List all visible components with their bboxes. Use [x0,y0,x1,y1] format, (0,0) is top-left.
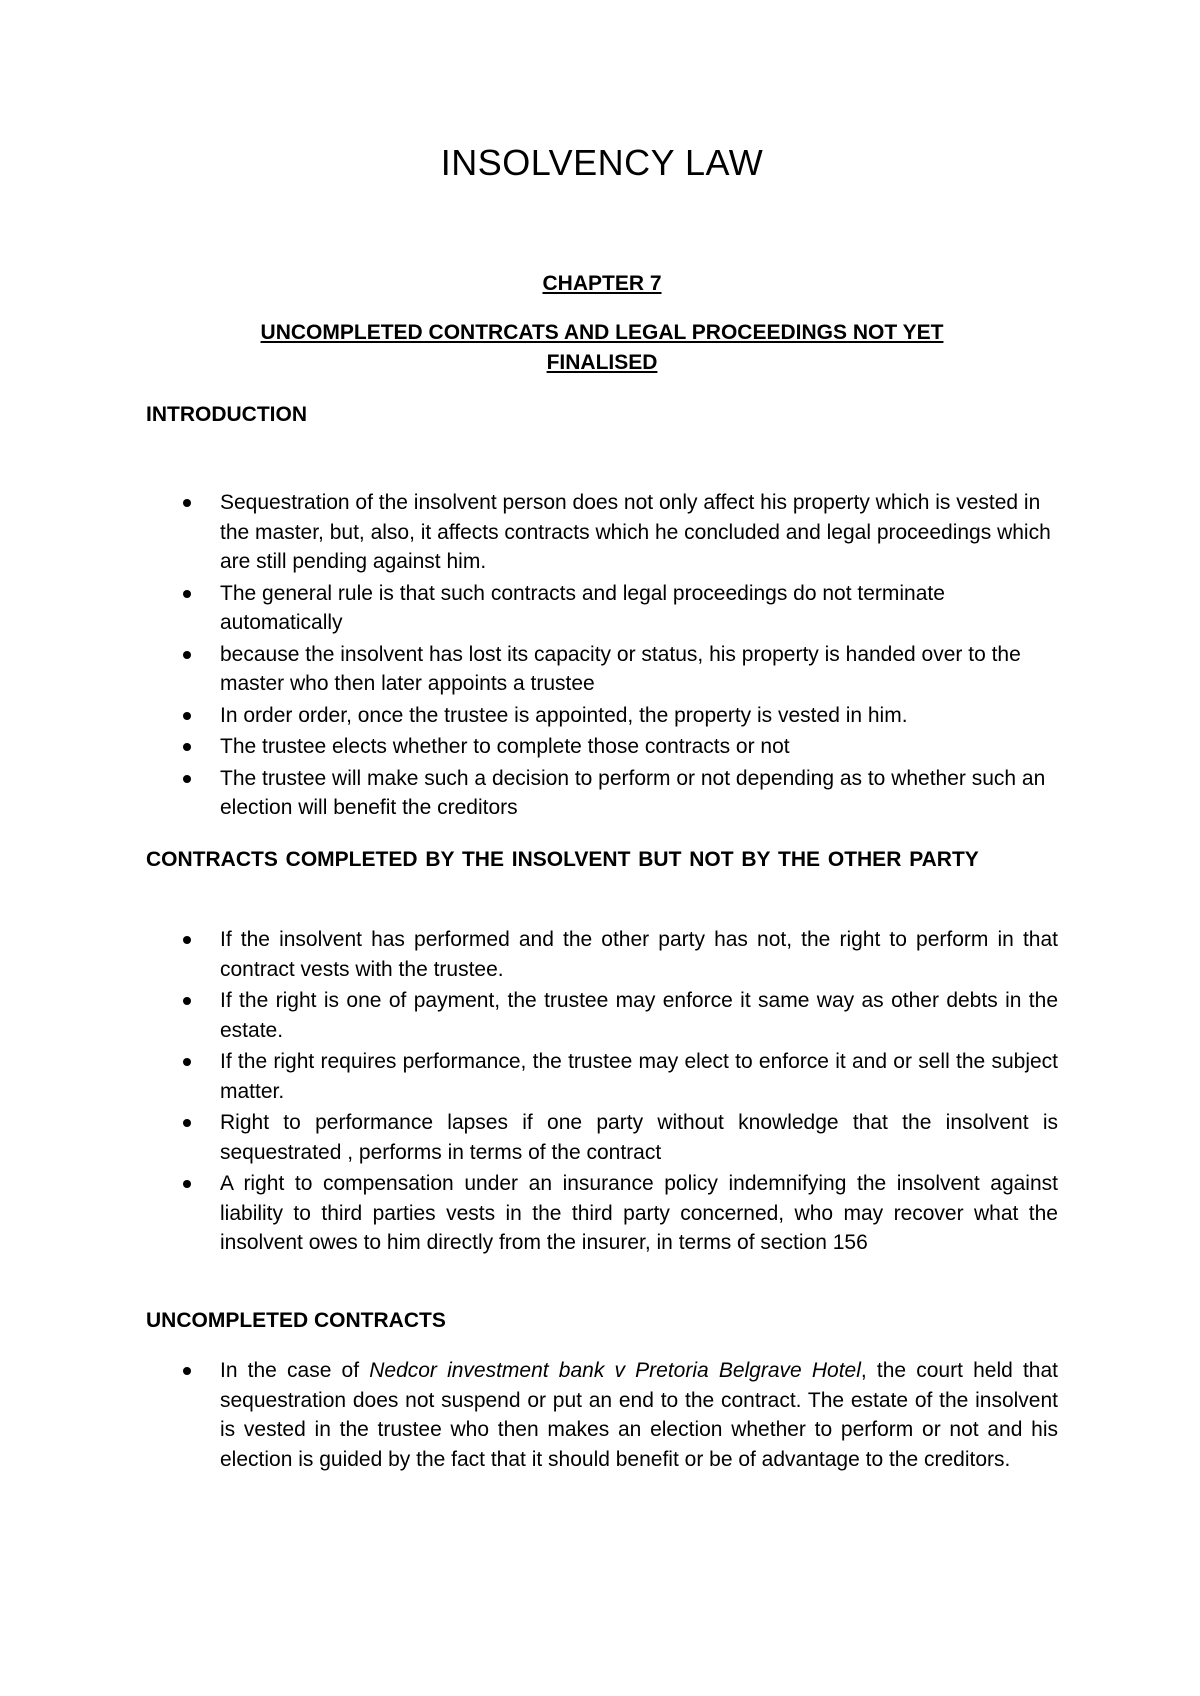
bullet-icon [183,936,191,944]
bullet-icon [183,712,191,720]
chapter-heading: CHAPTER 7 [542,272,662,295]
bullet-icon [183,1119,191,1127]
introduction-list [146,488,1058,825]
list-item-text [220,1356,1058,1474]
chapter-subtitle-line2: FINALISED [546,351,658,374]
bullet-icon [183,1367,191,1375]
document-title: INSOLVENCY LAW [440,142,764,183]
bullet-icon [183,1058,191,1066]
list-item-text: If the right is one of payment, the trustee may enforce it same way as other debts in the estate. [220,989,1058,1042]
list-item [146,986,1058,1045]
bullet-icon [183,499,191,507]
bullet-icon [183,590,191,598]
chapter-subtitle [146,318,1058,378]
case-holding-text: , the court held that sequestration does not suspend or put an end to the contract. The estate of the insolvent is vested in the trustee who then makes an election whether to perform or not and his election is guided by the fact that it should benefit or be of advantage to the creditors. [220,1359,1058,1471]
list-item [146,640,1058,699]
list-item [146,732,1058,762]
chapter-subtitle-line1: UNCOMPLETED CONTRCATS AND LEGAL PROCEEDINGS NOT YET [260,321,944,344]
list-item-text: If the right requires performance, the trustee may elect to enforce it and or sell the subject matter. [220,1050,1058,1103]
list-item [146,1108,1058,1167]
list-item-text: If the insolvent has performed and the other party has not, the right to perform in that contract vests with the trustee. [220,928,1058,981]
bullet-icon [183,775,191,783]
list-item [146,764,1058,823]
list-item-text: A right to compensation under an insurance policy indemnifying the insolvent against liability to third parties vests in the third party concerned, who may recover what the insolvent owes to him directly from the insurer, in terms of section 156 [220,1172,1058,1254]
contracts-completed-heading: CONTRACTS COMPLETED BY THE INSOLVENT BUT NOT BY THE OTHER PARTY [146,848,979,871]
list-item-text: because the insolvent has lost its capacity or status, his property is handed over to the master who then later appoints a trustee [220,642,1021,695]
bullet-icon [183,1180,191,1188]
list-item [146,925,1058,984]
list-item-text: The trustee elects whether to complete those contracts or not [220,735,790,758]
list-item [146,1169,1058,1258]
introduction-heading: INTRODUCTION [146,403,307,426]
case-intro-text: In the case of [220,1359,370,1382]
contracts-completed-list [146,925,1058,1260]
list-item [146,579,1058,638]
list-item-text: The general rule is that such contracts and legal proceedings do not terminate automatically [220,581,945,634]
list-item-text: The trustee will make such a decision to perform or not depending as to whether such an election will benefit the creditors [220,766,1046,819]
bullet-icon [183,743,191,751]
case-name: Nedcor investment bank v Pretoria Belgrave Hotel [369,1359,861,1382]
list-item [146,488,1058,577]
bullet-icon [183,651,191,659]
bullet-icon [183,997,191,1005]
uncompleted-contracts-heading: UNCOMPLETED CONTRACTS [146,1309,446,1332]
list-item-text: In order order, once the trustee is appointed, the property is vested in him. [220,703,908,727]
list-item [146,1047,1058,1106]
list-item [146,701,1058,731]
uncompleted-contracts-list [146,1356,1058,1476]
list-item-text: Right to performance lapses if one party without knowledge that the insolvent is sequestrated , performs in terms of the contract [220,1111,1058,1164]
list-item-text: Sequestration of the insolvent person does not only affect his property which is vested in the master, but, also, it affects contracts which he concluded and legal proceedings which are still pending against him. [220,491,1051,573]
list-item [146,1356,1058,1474]
